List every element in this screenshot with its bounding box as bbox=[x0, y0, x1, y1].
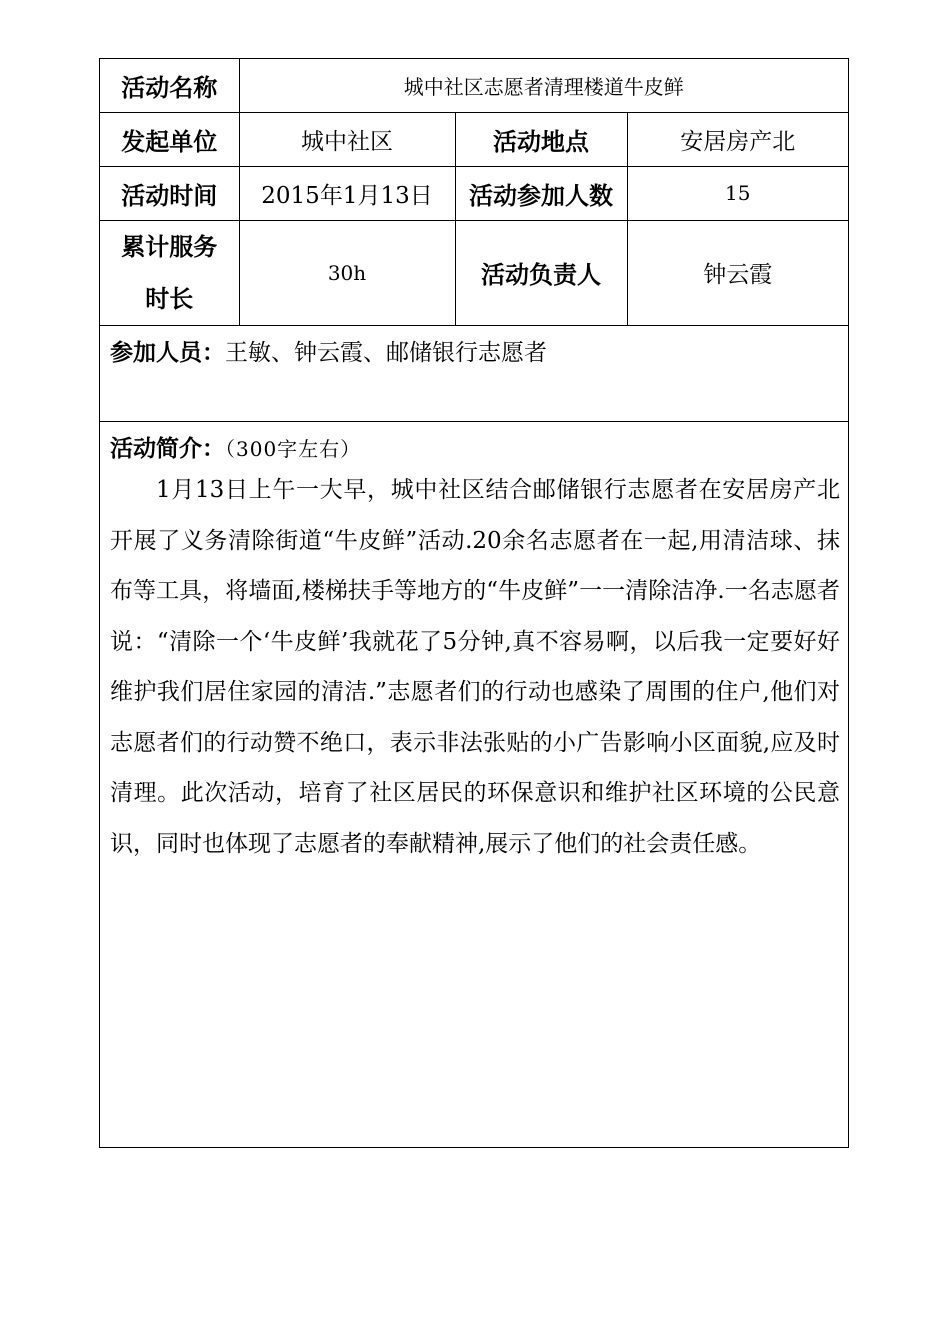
activity-record-form bbox=[99, 58, 849, 1148]
intro-body-text: 1月13日上午一大早，城中社区结合邮储银行志愿者在安居房产北开展了义务清除街道“牛皮鲜”活动.20余名志愿者在一起,用清洁球、抹布等工具，将墙面,楼梯扶手等地方的“牛皮鲜”一一清除洁净.一名志愿者说：“清除一个‘牛皮鲜’我就花了5分钟,真不容易啊，以后我一定要好好维护我们居住家园的清洁.”志愿者们的行动也感染了周围的住户,他们对志愿者们的行动赞不绝口，表示非法张贴的小广告影响小区面貌,应及时清理。此次活动，培育了社区居民的环保意识和维护社区环境的公民意识，同时也体现了志愿者的奉献精神,展示了他们的社会责任感。 bbox=[110, 477, 840, 857]
activity-info-table bbox=[100, 59, 848, 326]
service-hours-label bbox=[100, 220, 239, 325]
participant-count-label: 活动参加人数 bbox=[455, 166, 627, 220]
participants-label: 参加人员： bbox=[110, 340, 225, 366]
leader-label: 活动负责人 bbox=[455, 220, 627, 325]
activity-name-label: 活动名称 bbox=[100, 59, 239, 112]
intro-label: 活动简介： bbox=[110, 436, 225, 462]
service-hours-value: 30h bbox=[239, 220, 455, 325]
intro-section bbox=[100, 422, 848, 1147]
participants-value: 王敏、钟云霞、邮储银行志愿者 bbox=[225, 340, 547, 366]
service-hours-label-line2: 时长 bbox=[145, 284, 194, 313]
service-hours-label-line1: 累计服务 bbox=[121, 232, 218, 261]
organizer-value: 城中社区 bbox=[239, 112, 455, 166]
participant-count-value: 15 bbox=[627, 166, 848, 220]
participants-section bbox=[100, 324, 848, 422]
activity-name-value: 城中社区志愿者清理楼道牛皮鲜 bbox=[239, 59, 848, 112]
time-label: 活动时间 bbox=[100, 166, 239, 220]
location-value: 安居房产北 bbox=[627, 112, 848, 166]
leader-value: 钟云霞 bbox=[627, 220, 848, 325]
time-value: 2015年1月13日 bbox=[239, 166, 455, 220]
intro-length-note: （300字左右） bbox=[225, 437, 362, 461]
organizer-label: 发起单位 bbox=[100, 112, 239, 166]
row-time-count bbox=[100, 166, 848, 220]
row-activity-name bbox=[100, 59, 848, 112]
location-label: 活动地点 bbox=[455, 112, 627, 166]
row-organizer-location bbox=[100, 112, 848, 166]
row-hours-leader bbox=[100, 220, 848, 325]
